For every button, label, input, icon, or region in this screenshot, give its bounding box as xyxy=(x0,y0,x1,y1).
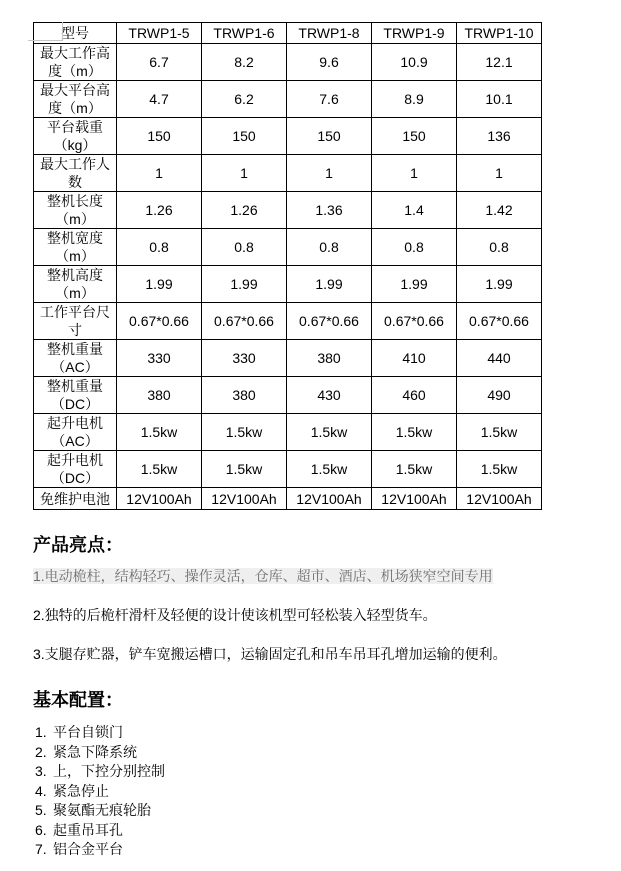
table-cell: 1.36 xyxy=(287,192,372,229)
table-row xyxy=(34,303,542,340)
table-cell: 380 xyxy=(287,340,372,377)
table-cell: 380 xyxy=(117,377,202,414)
table-cell: 12.1 xyxy=(457,44,542,81)
table-cell: 150 xyxy=(117,118,202,155)
row-label: 最大工作高度（m） xyxy=(34,44,117,81)
table-cell: 1.26 xyxy=(117,192,202,229)
table-cell: 8.9 xyxy=(372,81,457,118)
table-cell: 4.7 xyxy=(117,81,202,118)
list-item-text: 上，下控分别控制 xyxy=(53,763,165,779)
table-row xyxy=(34,488,542,510)
list-number: 4. xyxy=(35,782,47,799)
row-label: 最大工作人数 xyxy=(34,155,117,192)
table-cell: 1 xyxy=(117,155,202,192)
config-list-item xyxy=(35,801,621,821)
highlights-heading: 产品亮点： xyxy=(33,535,123,555)
column-header: TRWP1-9 xyxy=(372,23,457,44)
table-cell: 1 xyxy=(372,155,457,192)
table-cell: 1.5kw xyxy=(202,414,287,451)
table-cell: 1.5kw xyxy=(117,451,202,488)
table-row xyxy=(34,340,542,377)
table-cell: 1 xyxy=(202,155,287,192)
table-cell: 1.99 xyxy=(372,266,457,303)
table-row xyxy=(34,451,542,488)
row-label: 免维护电池 xyxy=(34,488,117,510)
spec-table xyxy=(33,22,542,510)
list-number: 3. xyxy=(35,763,47,779)
table-cell: 1.5kw xyxy=(457,451,542,488)
list-number: 5. xyxy=(35,802,47,818)
table-cell: 1.5kw xyxy=(202,451,287,488)
highlight-item-2 xyxy=(33,605,588,626)
table-cell: 12V100Ah xyxy=(287,488,372,510)
table-cell: 1.5kw xyxy=(457,414,542,451)
table-cell: 1.99 xyxy=(117,266,202,303)
table-cell: 6.2 xyxy=(202,81,287,118)
table-cell: 7.6 xyxy=(287,81,372,118)
table-cell: 410 xyxy=(372,340,457,377)
row-label: 起升电机（AC） xyxy=(34,414,117,451)
column-header-model-label: 型号 xyxy=(34,23,117,44)
row-label: 起升电机（DC） xyxy=(34,451,117,488)
table-cell: 380 xyxy=(202,377,287,414)
table-row xyxy=(34,229,542,266)
table-cell: 6.7 xyxy=(117,44,202,81)
table-cell: 330 xyxy=(202,340,287,377)
column-header: TRWP1-5 xyxy=(117,23,202,44)
table-cell: 0.67*0.66 xyxy=(372,303,457,340)
table-cell: 1.99 xyxy=(202,266,287,303)
list-item-text: 起重吊耳孔 xyxy=(53,821,123,838)
table-cell: 1.4 xyxy=(372,192,457,229)
table-row xyxy=(34,192,542,229)
row-label: 整机重量（DC） xyxy=(34,377,117,414)
table-cell: 0.8 xyxy=(287,229,372,266)
list-number: 6. xyxy=(35,821,47,838)
table-row xyxy=(34,377,542,414)
table-cell: 440 xyxy=(457,340,542,377)
table-cell: 0.67*0.66 xyxy=(287,303,372,340)
highlight-item-3 xyxy=(33,644,588,665)
config-list-item xyxy=(35,840,621,860)
row-label: 整机宽度（m） xyxy=(34,229,117,266)
table-row xyxy=(34,118,542,155)
row-label: 整机高度（m） xyxy=(34,266,117,303)
table-row xyxy=(34,414,542,451)
highlight-item-text: 2.独特的后桅杆滑杆及轻便的设计使该机型可轻松装入轻型货车。 xyxy=(33,607,437,623)
table-cell: 1.42 xyxy=(457,192,542,229)
table-cell: 1 xyxy=(457,155,542,192)
table-cell: 0.8 xyxy=(372,229,457,266)
table-cell: 150 xyxy=(372,118,457,155)
highlight-item-text: 3.支腿存贮器，铲车宽搬运槽口，运输固定孔和吊车吊耳孔增加运输的便利。 xyxy=(33,646,507,662)
table-cell: 460 xyxy=(372,377,457,414)
table-cell: 1.5kw xyxy=(372,451,457,488)
list-item-text: 聚氨酯无痕轮胎 xyxy=(53,802,151,818)
table-row xyxy=(34,81,542,118)
table-cell: 1.5kw xyxy=(287,414,372,451)
column-header: TRWP1-10 xyxy=(457,23,542,44)
table-cell: 12V100Ah xyxy=(202,488,287,510)
highlight-item-1 xyxy=(33,566,588,587)
table-cell: 10.9 xyxy=(372,44,457,81)
row-label: 平台载重（kg） xyxy=(34,118,117,155)
list-item-text: 平台自锁门 xyxy=(53,724,123,740)
highlight-item-text: 1.电动桅柱，结构轻巧、操作灵活，仓库、超市、酒店、机场狭窄空间专用 xyxy=(33,568,493,584)
table-row xyxy=(34,266,542,303)
table-cell: 1.26 xyxy=(202,192,287,229)
table-cell: 8.2 xyxy=(202,44,287,81)
margin-corner-mark xyxy=(28,22,63,41)
table-cell: 12V100Ah xyxy=(117,488,202,510)
table-cell: 0.67*0.66 xyxy=(202,303,287,340)
list-item-text: 铝合金平台 xyxy=(53,841,123,857)
table-cell: 0.8 xyxy=(457,229,542,266)
table-cell: 1.5kw xyxy=(372,414,457,451)
table-cell: 12V100Ah xyxy=(457,488,542,510)
table-cell: 10.1 xyxy=(457,81,542,118)
table-cell: 1.5kw xyxy=(287,451,372,488)
config-list xyxy=(35,723,621,860)
table-cell: 0.8 xyxy=(202,229,287,266)
table-row xyxy=(34,44,542,81)
table-cell: 430 xyxy=(287,377,372,414)
table-header-row xyxy=(34,23,542,44)
column-header: TRWP1-6 xyxy=(202,23,287,44)
table-cell: 330 xyxy=(117,340,202,377)
table-cell: 150 xyxy=(287,118,372,155)
table-cell: 12V100Ah xyxy=(372,488,457,510)
table-cell: 0.67*0.66 xyxy=(117,303,202,340)
table-cell: 0.67*0.66 xyxy=(457,303,542,340)
table-cell: 1 xyxy=(287,155,372,192)
list-number: 2. xyxy=(35,743,47,760)
config-list-item xyxy=(35,723,621,743)
table-cell: 136 xyxy=(457,118,542,155)
config-list-item xyxy=(35,743,621,763)
config-heading: 基本配置： xyxy=(33,690,123,710)
row-label: 工作平台尺寸 xyxy=(34,303,117,340)
table-cell: 9.6 xyxy=(287,44,372,81)
table-cell: 1.99 xyxy=(287,266,372,303)
row-label: 整机重量（AC） xyxy=(34,340,117,377)
list-item-text: 紧急下降系统 xyxy=(53,743,137,760)
table-cell: 150 xyxy=(202,118,287,155)
table-cell: 490 xyxy=(457,377,542,414)
config-list-item xyxy=(35,821,621,841)
column-header: TRWP1-8 xyxy=(287,23,372,44)
config-list-item xyxy=(35,762,621,782)
list-number: 7. xyxy=(35,841,47,857)
list-number: 1. xyxy=(35,724,47,740)
config-list-item xyxy=(35,782,621,802)
row-label: 整机长度（m） xyxy=(34,192,117,229)
list-item-text: 紧急停止 xyxy=(53,782,109,799)
row-label: 最大平台高度（m） xyxy=(34,81,117,118)
table-cell: 0.8 xyxy=(117,229,202,266)
table-cell: 1.99 xyxy=(457,266,542,303)
table-row xyxy=(34,155,542,192)
table-cell: 1.5kw xyxy=(117,414,202,451)
